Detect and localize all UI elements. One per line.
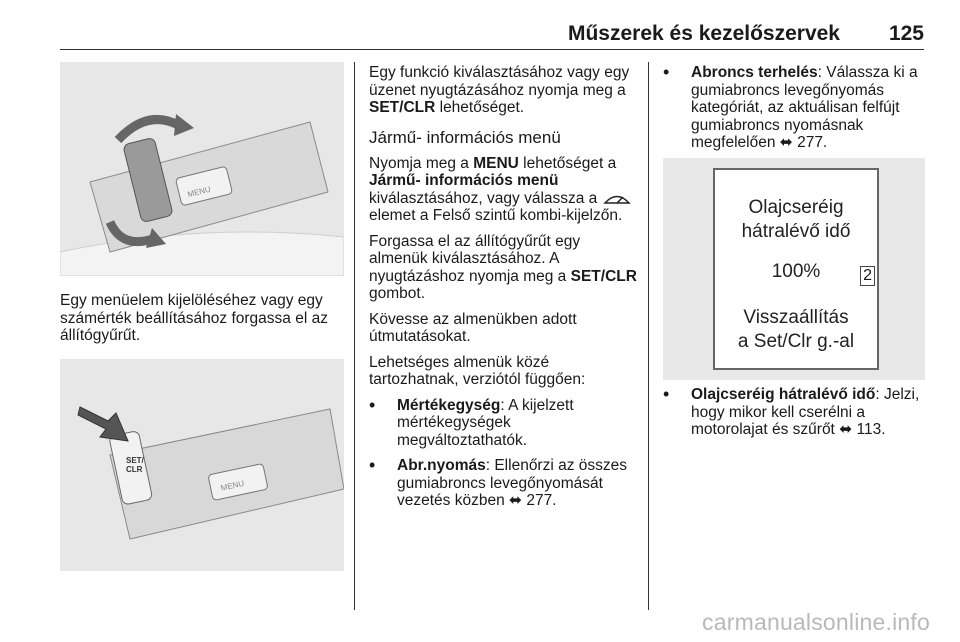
page-reference-link[interactable]: 277.: [522, 492, 557, 509]
display-line-2: hátralévő idő: [741, 221, 851, 242]
display-percent: 100%: [771, 261, 821, 282]
page-reference-icon: [509, 492, 522, 509]
column-right-lower: [663, 386, 925, 447]
display-line-3: Visszaállítás: [743, 307, 849, 328]
watermark: carmanualsonline.info: [702, 609, 930, 635]
column-right: [663, 64, 925, 160]
fig2-menu-label: MENU: [219, 478, 245, 493]
page-reference-icon: [780, 134, 793, 151]
column-middle: [369, 64, 641, 518]
column-left: [60, 62, 344, 571]
section-title: Műszerek és kezelőszervek: [567, 22, 840, 45]
page-reference-link[interactable]: 113.: [852, 421, 886, 438]
page-header: [60, 0, 924, 50]
bullet-tire-pressure: • Abr.nyomás: Ellenőrzi az összes gumiabroncs levegőnyomását vezetés közben ⬌ 277.: [369, 457, 641, 510]
display-line-1: Olajcseréig: [748, 197, 844, 218]
figure-oil-display: [713, 168, 879, 370]
paragraph-set-clr: Egy funkció kiválasztásához vagy egy üzenet nyugtázásához nyomja meg a SET/CLR lehetőséget.: [369, 64, 630, 116]
paragraph-follow: Kövesse az almenükben adott útmutatásokat.: [369, 310, 577, 345]
paragraph-menu: Nyomja meg a MENU lehetőséget a Jármű- információs menü kiválasztásához, vagy válassza a elemet a Felső szintű kombi-kijelzőn.: [369, 155, 641, 225]
bullet-units: • Mértékegység: A kijelzett mértékegységek megváltoztathatók.: [369, 397, 641, 450]
vehicle-info-icon: [602, 192, 632, 206]
bullet-tire-load: • Abroncs terhelés: Válassza ki a gumiabroncs levegőnyomás kategóriát, az aktuálisan felfújt gumiabroncs nyomásnak megfelelően ⬌ 277.: [663, 64, 925, 152]
paragraph-rotate: Forgassa el az állítógyűrűt egy almenük kiválasztásához. A nyugtázáshoz nyomja meg a SET/CLR gombot.: [369, 232, 637, 302]
section-heading: Jármű- információs menü: [369, 127, 561, 147]
page-number: 125: [888, 22, 924, 45]
fig1-menu-label: MENU: [186, 184, 212, 200]
figure-stalk-button: [60, 359, 344, 571]
fig2-set-label: SET/: [126, 455, 144, 465]
display-indicator: 2: [860, 266, 875, 286]
page-reference-icon: [839, 421, 852, 438]
display-line-4: a Set/Clr g.-al: [737, 331, 855, 352]
page-reference-link[interactable]: 277.: [792, 134, 828, 151]
caption-ring: Egy menüelem kijelöléséhez vagy egy számérték beállításához forgassa el az állítógyűrűt.: [60, 292, 328, 344]
column-divider: [648, 62, 649, 610]
paragraph-submenus: Lehetséges almenük közé tartozhatnak, verziótól függően:: [369, 353, 586, 388]
bullet-oil-life: • Olajcseréig hátralévő idő: Jelzi, hogy mikor kell cserélni a motorolajat és szűrőt ⬌ 113.: [663, 386, 925, 439]
fig2-clr-label: CLR: [126, 464, 143, 474]
column-divider: [354, 62, 355, 610]
figure-stalk-ring: [60, 62, 344, 276]
